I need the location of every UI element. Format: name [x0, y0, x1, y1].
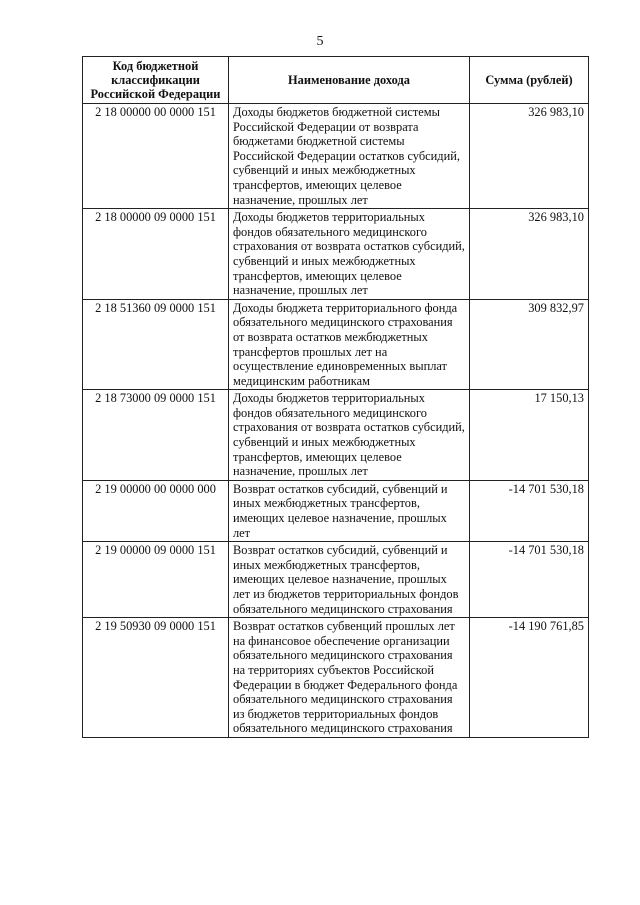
row-sum: 17 150,13 [470, 390, 589, 481]
header-name: Наименование дохода [229, 57, 470, 104]
row-sum: 326 983,10 [470, 104, 589, 209]
row-name: Доходы бюджетов территориальных фондов обязательного медицинского страхования от возврата остатков субсидий, субвенций и иных межбюджетных трансфертов, имеющих целевое назначение, прошлых лет [229, 390, 470, 481]
row-sum: 309 832,97 [470, 299, 589, 390]
row-name: Доходы бюджетов территориальных фондов обязательного медицинского страхования от возврата остатков субсидий, субвенций и иных межбюджетных трансфертов, имеющих целевое назначение, прошлых лет [229, 209, 470, 300]
row-name: Возврат остатков субсидий, субвенций и иных межбюджетных трансфертов, имеющих целевое назначение, прошлых лет из бюджетов территориальных фондов обязательного медицинского страхования [229, 542, 470, 618]
row-code: 2 18 00000 00 0000 151 [83, 104, 229, 209]
row-sum: -14 701 530,18 [470, 480, 589, 541]
table-row [83, 618, 589, 738]
row-code: 2 18 73000 09 0000 151 [83, 390, 229, 481]
row-code: 2 18 00000 09 0000 151 [83, 209, 229, 300]
row-code: 2 19 00000 00 0000 000 [83, 480, 229, 541]
row-name: Возврат остатков субвенций прошлых лет на финансовое обеспечение организации обязательного медицинского страхования на территориях субъектов Российской Федерации в бюджет Федерального фонда обязательного медицинского страхования из бюджетов территориальных фондов обязательного медицинского страхования [229, 618, 470, 738]
row-name: Доходы бюджетов бюджетной системы Российской Федерации от возврата бюджетами бюджетной системы Российской Федерации остатков субсидий, субвенций и иных межбюджетных трансфертов, имеющих целевое назначение, прошлых лет [229, 104, 470, 209]
row-name: Доходы бюджета территориального фонда обязательного медицинского страхования от возврата остатков межбюджетных трансфертов прошлых лет на осуществление единовременных выплат медицинским работникам [229, 299, 470, 390]
row-code: 2 18 51360 09 0000 151 [83, 299, 229, 390]
table-row [83, 390, 589, 481]
row-sum: -14 701 530,18 [470, 542, 589, 618]
page-number: 5 [316, 34, 324, 49]
revenue-table [82, 56, 589, 738]
row-sum: -14 190 761,85 [470, 618, 589, 738]
header-code: Код бюджетной классификации Российской Федерации [83, 57, 229, 104]
row-code: 2 19 50930 09 0000 151 [83, 618, 229, 738]
table-header-row [83, 57, 589, 104]
table-row [83, 209, 589, 300]
table-row [83, 542, 589, 618]
row-code: 2 19 00000 09 0000 151 [83, 542, 229, 618]
table-row [83, 104, 589, 209]
row-sum: 326 983,10 [470, 209, 589, 300]
table-row [83, 480, 589, 541]
row-name: Возврат остатков субсидий, субвенций и иных межбюджетных трансфертов, имеющих целевое назначение, прошлых лет [229, 480, 470, 541]
table-row [83, 299, 589, 390]
header-sum: Сумма (рублей) [470, 57, 589, 104]
